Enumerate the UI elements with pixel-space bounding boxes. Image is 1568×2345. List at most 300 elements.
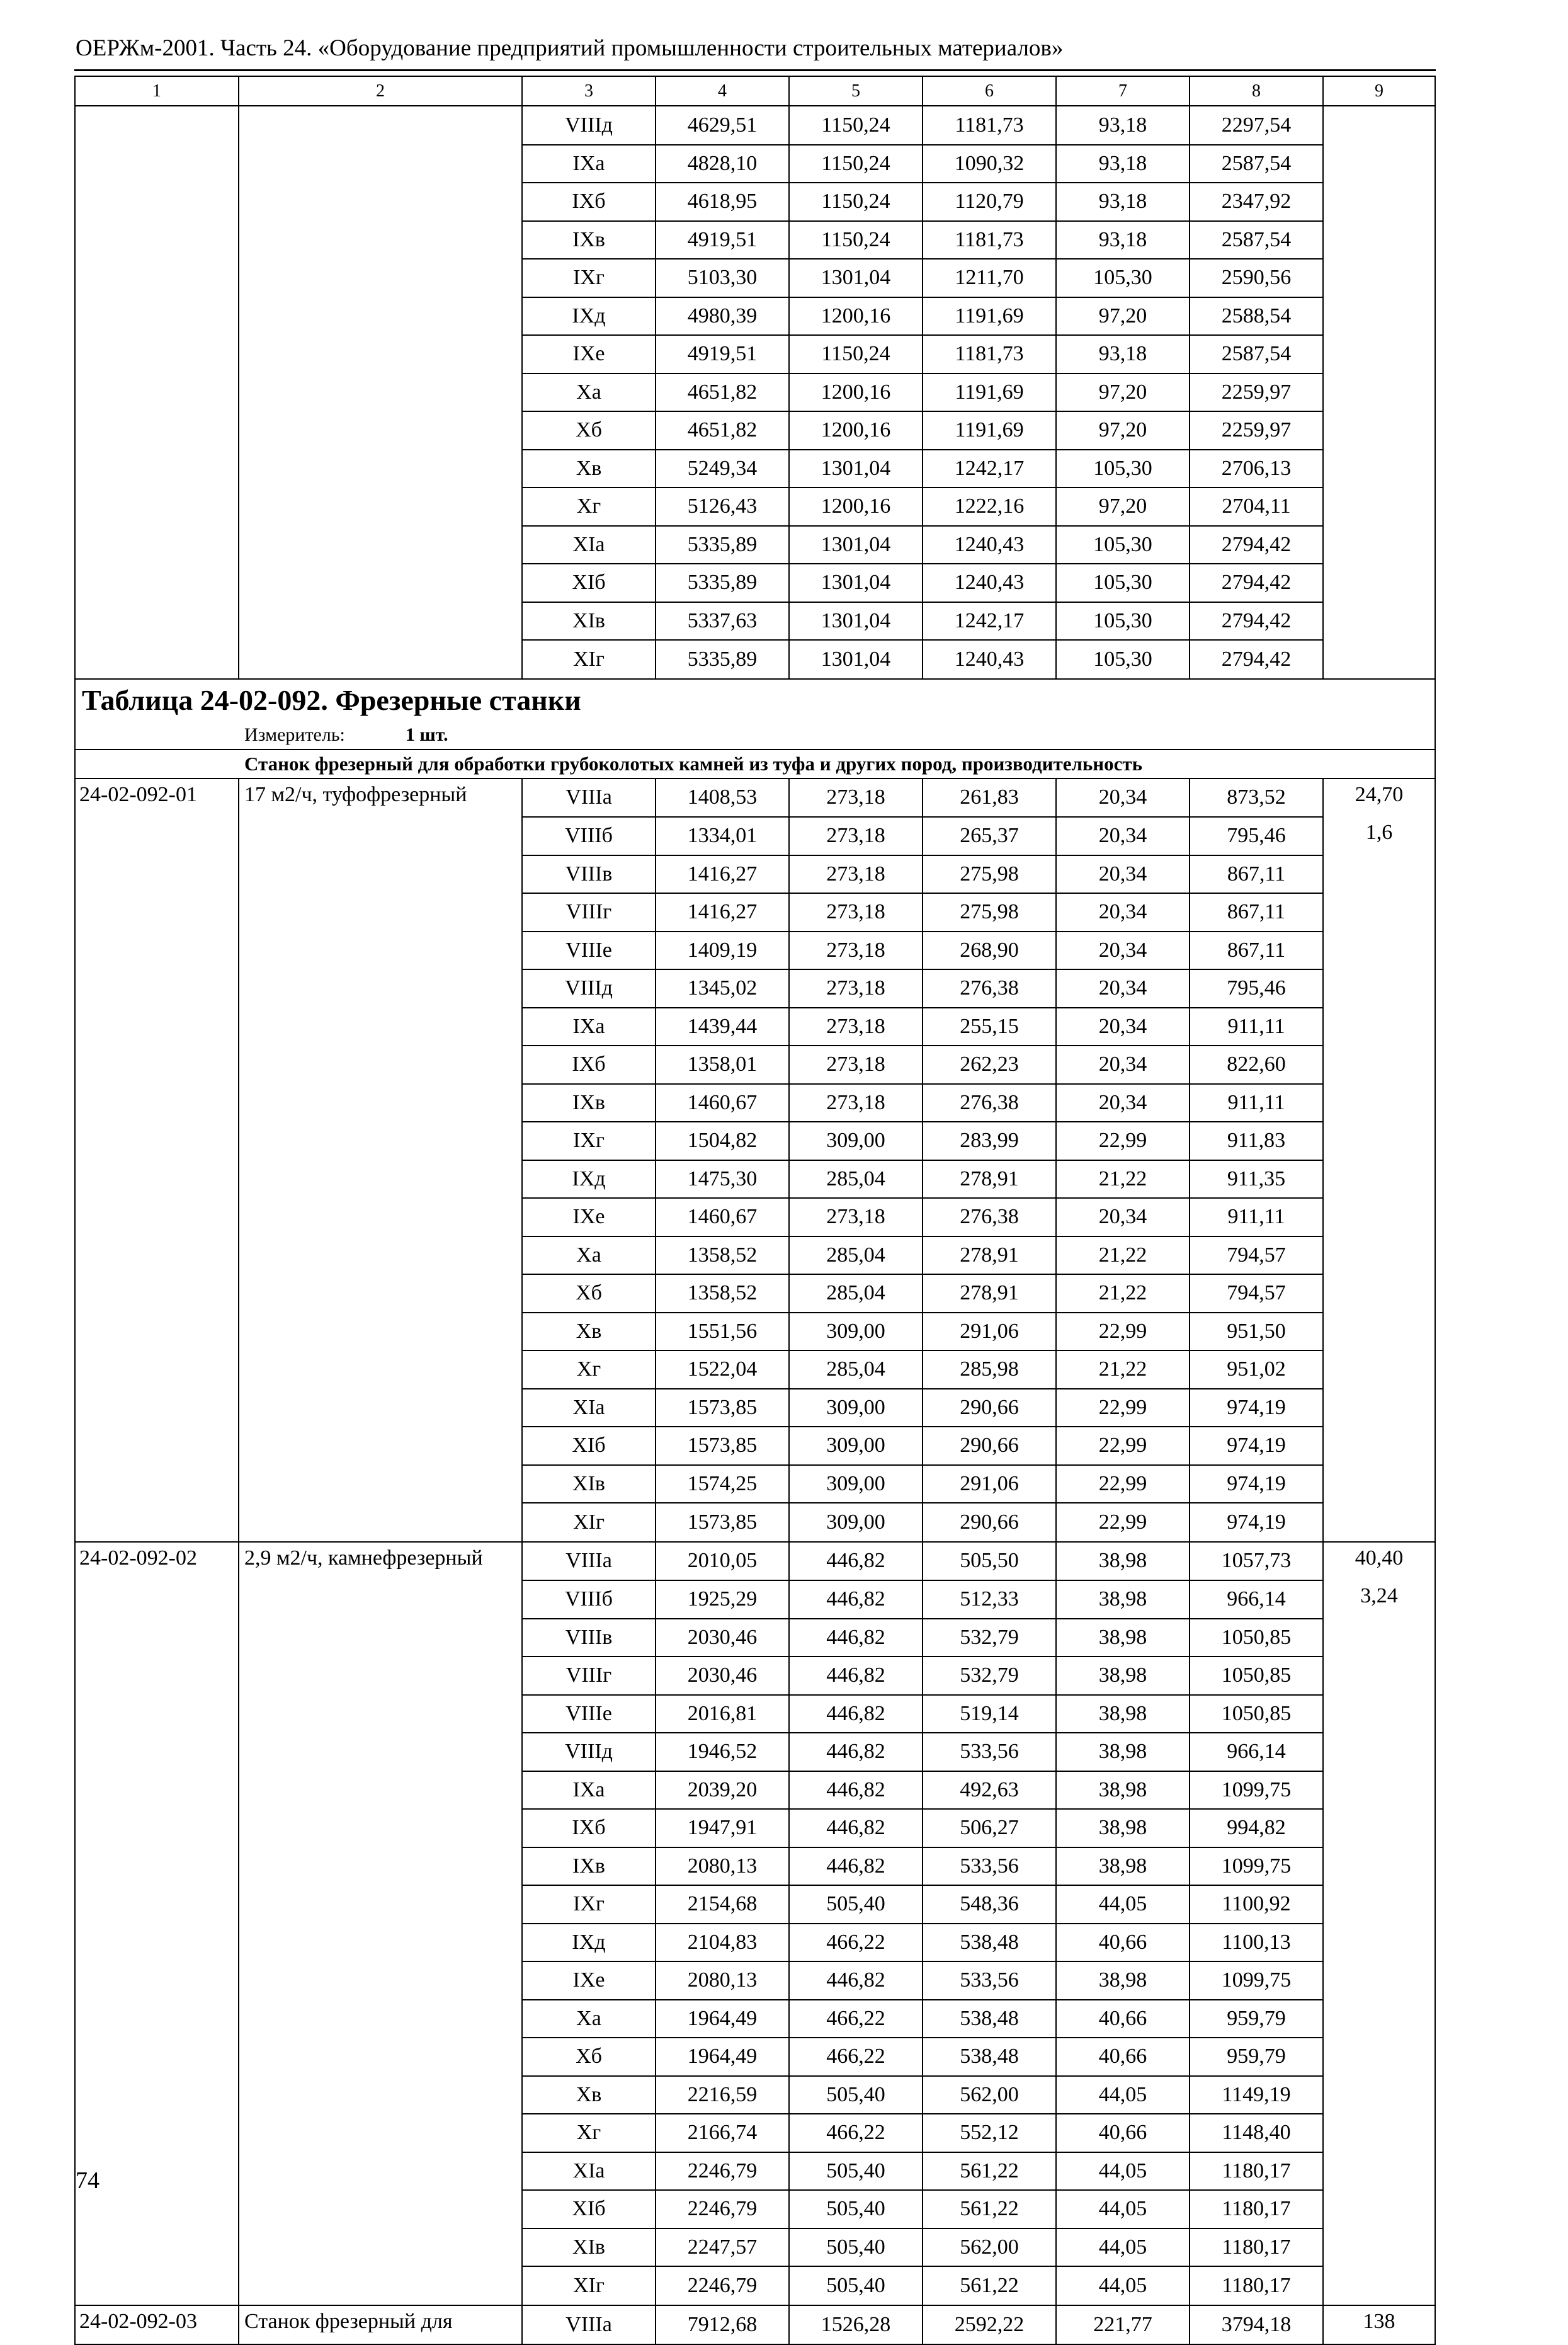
cell-value: 446,82 <box>789 1733 923 1771</box>
table-row <box>75 1619 1435 1657</box>
cell-value: 1200,16 <box>789 411 923 450</box>
column-number: 9 <box>1323 76 1435 106</box>
cell-col9 <box>1323 1657 1435 1695</box>
cell-value: 290,66 <box>923 1389 1056 1427</box>
cell-value: 2592,22 <box>923 2305 1056 2345</box>
table-row <box>75 1465 1435 1503</box>
cell-zone: IXб <box>522 183 656 221</box>
table-row <box>75 1160 1435 1199</box>
cell-value: 1191,69 <box>923 297 1056 336</box>
table-row <box>75 2305 1435 2345</box>
table-row <box>75 221 1435 260</box>
cell-zone: IXа <box>522 1008 656 1046</box>
cell-value: 2154,68 <box>656 1885 789 1924</box>
cell-zone: IXв <box>522 221 656 260</box>
cell-value: 2030,46 <box>656 1619 789 1657</box>
cell-value: 38,98 <box>1056 1619 1190 1657</box>
cell-value: 1345,02 <box>656 969 789 1008</box>
cell-col9 <box>1323 855 1435 894</box>
cell-zone: Xг <box>522 2114 656 2152</box>
cell-value: 1211,70 <box>923 259 1056 297</box>
table-row <box>75 640 1435 679</box>
table-row <box>75 1389 1435 1427</box>
cell-name <box>239 1733 522 1771</box>
cell-col9 <box>1323 297 1435 336</box>
cell-value: 561,22 <box>923 2190 1056 2228</box>
cell-name <box>239 411 522 450</box>
cell-name: 17 м2/ч, туфофрезерный <box>239 779 522 818</box>
table-row <box>75 1122 1435 1160</box>
cell-name <box>239 2266 522 2305</box>
table-row <box>75 1847 1435 1886</box>
cell-value: 273,18 <box>789 969 923 1008</box>
cell-value: 1181,73 <box>923 106 1056 145</box>
cell-name <box>239 1809 522 1847</box>
cell-value: 262,23 <box>923 1046 1056 1084</box>
cell-value: 2794,42 <box>1190 602 1323 641</box>
cell-value: 20,34 <box>1056 1198 1190 1236</box>
cell-value: 221,77 <box>1056 2305 1190 2345</box>
cell-value: 794,57 <box>1190 1236 1323 1275</box>
cell-zone: IXб <box>522 1046 656 1084</box>
cell-value: 466,22 <box>789 2114 923 2152</box>
cell-col9 <box>1323 1008 1435 1046</box>
cell-value: 1200,16 <box>789 374 923 412</box>
cell-col9 <box>1323 259 1435 297</box>
column-number: 7 <box>1056 76 1190 106</box>
cell-value: 20,34 <box>1056 893 1190 932</box>
cell-code <box>75 2114 239 2152</box>
cell-value: 276,38 <box>923 1084 1056 1122</box>
cell-value: 532,79 <box>923 1657 1056 1695</box>
cell-value: 44,05 <box>1056 2076 1190 2114</box>
cell-name <box>239 106 522 145</box>
cell-value: 1526,28 <box>789 2305 923 2345</box>
cell-code <box>75 450 239 488</box>
cell-value: 1475,30 <box>656 1160 789 1199</box>
cell-value: 20,34 <box>1056 969 1190 1008</box>
cell-name <box>239 1580 522 1619</box>
cell-value: 44,05 <box>1056 2266 1190 2305</box>
cell-value: 1460,67 <box>656 1198 789 1236</box>
cell-value: 951,50 <box>1190 1313 1323 1351</box>
table-row <box>75 817 1435 855</box>
cell-name <box>239 259 522 297</box>
cell-value: 40,66 <box>1056 2038 1190 2076</box>
cell-value: 285,04 <box>789 1274 923 1313</box>
cell-col9 <box>1323 2038 1435 2076</box>
cell-col9 <box>1323 1274 1435 1313</box>
cell-name <box>239 932 522 970</box>
cell-value: 1301,04 <box>789 450 923 488</box>
cell-zone: IXе <box>522 1198 656 1236</box>
cell-col9 <box>1323 1733 1435 1771</box>
cell-value: 261,83 <box>923 779 1056 818</box>
cell-zone: Xг <box>522 488 656 526</box>
cell-col9 <box>1323 2266 1435 2305</box>
cell-zone: IXд <box>522 297 656 336</box>
table-row <box>75 297 1435 336</box>
cell-value: 44,05 <box>1056 2190 1190 2228</box>
cell-value: 533,56 <box>923 1961 1056 2000</box>
cell-value: 105,30 <box>1056 259 1190 297</box>
cell-value: 97,20 <box>1056 374 1190 412</box>
cell-zone: XIв <box>522 602 656 641</box>
cell-name <box>239 1160 522 1199</box>
cell-value: 533,56 <box>923 1847 1056 1886</box>
cell-name <box>239 488 522 526</box>
cell-value: 1180,17 <box>1190 2152 1323 2191</box>
cell-code <box>75 932 239 970</box>
table-row <box>75 450 1435 488</box>
cell-value: 93,18 <box>1056 145 1190 183</box>
cell-col9 <box>1323 145 1435 183</box>
cell-value: 265,37 <box>923 817 1056 855</box>
cell-value: 1200,16 <box>789 488 923 526</box>
cell-value: 4919,51 <box>656 221 789 260</box>
cell-value: 1551,56 <box>656 1313 789 1351</box>
cell-value: 2104,83 <box>656 1924 789 1962</box>
cell-col9: 3,24 <box>1323 1580 1435 1619</box>
unit-value: 1 шт. <box>405 724 448 745</box>
cell-name <box>239 2228 522 2267</box>
cell-value: 22,99 <box>1056 1313 1190 1351</box>
cell-value: 532,79 <box>923 1619 1056 1657</box>
cell-name <box>239 2076 522 2114</box>
cell-value: 40,66 <box>1056 2114 1190 2152</box>
table-row <box>75 2114 1435 2152</box>
cell-value: 2010,05 <box>656 1542 789 1581</box>
cell-value: 911,83 <box>1190 1122 1323 1160</box>
cell-zone: VIIIа <box>522 779 656 818</box>
table-row <box>75 855 1435 894</box>
cell-value: 275,98 <box>923 893 1056 932</box>
table-row <box>75 969 1435 1008</box>
cell-col9 <box>1323 1847 1435 1886</box>
cell-value: 5103,30 <box>656 259 789 297</box>
cell-name <box>239 1313 522 1351</box>
cell-name <box>239 1924 522 1962</box>
cell-value: 2587,54 <box>1190 145 1323 183</box>
cell-col9 <box>1323 374 1435 412</box>
cell-value: 561,22 <box>923 2152 1056 2191</box>
cell-value: 290,66 <box>923 1427 1056 1465</box>
cell-code <box>75 297 239 336</box>
cell-value: 966,14 <box>1190 1733 1323 1771</box>
cell-value: 1150,24 <box>789 221 923 260</box>
cell-value: 505,40 <box>789 2228 923 2267</box>
cell-value: 446,82 <box>789 1619 923 1657</box>
cell-zone: VIIIг <box>522 893 656 932</box>
header-rule <box>74 69 1436 71</box>
cell-value: 22,99 <box>1056 1122 1190 1160</box>
cell-name <box>239 1657 522 1695</box>
cell-value: 3794,18 <box>1190 2305 1323 2345</box>
cell-value: 275,98 <box>923 855 1056 894</box>
cell-value: 273,18 <box>789 1046 923 1084</box>
cell-value: 1439,44 <box>656 1008 789 1046</box>
table-row <box>75 2152 1435 2191</box>
cell-value: 20,34 <box>1056 1008 1190 1046</box>
column-number: 2 <box>239 76 522 106</box>
cell-value: 1946,52 <box>656 1733 789 1771</box>
cell-value: 309,00 <box>789 1389 923 1427</box>
cell-value: 1149,19 <box>1190 2076 1323 2114</box>
cell-value: 512,33 <box>923 1580 1056 1619</box>
cell-value: 867,11 <box>1190 932 1323 970</box>
cell-value: 2259,97 <box>1190 411 1323 450</box>
cell-value: 5335,89 <box>656 526 789 564</box>
cell-value: 4828,10 <box>656 145 789 183</box>
table-row <box>75 1236 1435 1275</box>
cell-name <box>239 526 522 564</box>
cell-value: 38,98 <box>1056 1961 1190 2000</box>
table-row <box>75 1274 1435 1313</box>
cell-value: 867,11 <box>1190 855 1323 894</box>
table-row <box>75 2000 1435 2038</box>
table-row <box>75 1008 1435 1046</box>
cell-value: 974,19 <box>1190 1427 1323 1465</box>
cell-value: 959,79 <box>1190 2038 1323 2076</box>
cell-value: 2794,42 <box>1190 564 1323 602</box>
cell-code <box>75 1657 239 1695</box>
cell-value: 20,34 <box>1056 779 1190 818</box>
cell-code <box>75 1389 239 1427</box>
cell-col9 <box>1323 2152 1435 2191</box>
table-row <box>75 1503 1435 1542</box>
cell-value: 44,05 <box>1056 2152 1190 2191</box>
cell-code <box>75 1236 239 1275</box>
cell-name <box>239 1389 522 1427</box>
table-row <box>75 1657 1435 1695</box>
column-number: 5 <box>789 76 923 106</box>
cell-zone: XIб <box>522 2190 656 2228</box>
cell-value: 519,14 <box>923 1695 1056 1733</box>
cell-value: 1099,75 <box>1190 1771 1323 1810</box>
cell-value: 994,82 <box>1190 1809 1323 1847</box>
cell-code <box>75 1809 239 1847</box>
cell-value: 4629,51 <box>656 106 789 145</box>
cell-name <box>239 1046 522 1084</box>
cell-value: 1358,01 <box>656 1046 789 1084</box>
cell-name <box>239 1885 522 1924</box>
cell-name <box>239 1084 522 1122</box>
cell-name <box>239 374 522 412</box>
cell-code <box>75 2266 239 2305</box>
table-title-row <box>75 679 1435 721</box>
cell-value: 2016,81 <box>656 1695 789 1733</box>
cell-value: 2080,13 <box>656 1961 789 2000</box>
table-row <box>75 374 1435 412</box>
cell-value: 38,98 <box>1056 1695 1190 1733</box>
cell-code <box>75 1771 239 1810</box>
cell-value: 1522,04 <box>656 1350 789 1389</box>
cell-value: 1191,69 <box>923 411 1056 450</box>
cell-value: 505,50 <box>923 1542 1056 1581</box>
cell-code <box>75 183 239 221</box>
cell-value: 5126,43 <box>656 488 789 526</box>
cell-name <box>239 1695 522 1733</box>
table-row <box>75 2228 1435 2267</box>
cell-name <box>239 817 522 855</box>
cell-value: 548,36 <box>923 1885 1056 1924</box>
table-row <box>75 335 1435 374</box>
cell-name <box>239 1961 522 2000</box>
cell-value: 1100,92 <box>1190 1885 1323 1924</box>
cell-name <box>239 2114 522 2152</box>
cell-value: 309,00 <box>789 1465 923 1503</box>
cell-value: 1416,27 <box>656 893 789 932</box>
cell-code <box>75 374 239 412</box>
table-title: Таблица 24-02-092. Фрезерные станки <box>75 679 1435 721</box>
cell-value: 505,40 <box>789 2190 923 2228</box>
cell-value: 2588,54 <box>1190 297 1323 336</box>
cell-value: 20,34 <box>1056 855 1190 894</box>
cell-name <box>239 855 522 894</box>
cell-name <box>239 1465 522 1503</box>
cell-zone: VIIIв <box>522 1619 656 1657</box>
cell-value: 959,79 <box>1190 2000 1323 2038</box>
cell-value: 93,18 <box>1056 183 1190 221</box>
cell-col9 <box>1323 1427 1435 1465</box>
cell-value: 273,18 <box>789 1084 923 1122</box>
cell-value: 273,18 <box>789 893 923 932</box>
cell-value: 505,40 <box>789 2076 923 2114</box>
cell-value: 2247,57 <box>656 2228 789 2267</box>
cell-code <box>75 1427 239 1465</box>
cell-col9 <box>1323 106 1435 145</box>
cell-col9 <box>1323 2228 1435 2267</box>
cell-value: 2587,54 <box>1190 335 1323 374</box>
cell-value: 1240,43 <box>923 564 1056 602</box>
cell-value: 40,66 <box>1056 1924 1190 1962</box>
table-row <box>75 1809 1435 1847</box>
cell-zone: Xб <box>522 411 656 450</box>
cell-value: 22,99 <box>1056 1503 1190 1542</box>
document-header: ОЕРЖм-2001. Часть 24. «Оборудование предприятий промышленности строительных материалов» <box>76 35 1064 61</box>
cell-value: 93,18 <box>1056 106 1190 145</box>
cell-value: 1180,17 <box>1190 2266 1323 2305</box>
cell-value: 1191,69 <box>923 374 1056 412</box>
cell-col9 <box>1323 221 1435 260</box>
cell-code <box>75 1733 239 1771</box>
cell-name <box>239 2190 522 2228</box>
column-number: 1 <box>75 76 239 106</box>
cell-value: 38,98 <box>1056 1771 1190 1810</box>
cell-value: 21,22 <box>1056 1160 1190 1199</box>
cell-value: 2347,92 <box>1190 183 1323 221</box>
cell-col9 <box>1323 1961 1435 2000</box>
cell-col9 <box>1323 1695 1435 1733</box>
cell-zone: VIIIа <box>522 1542 656 1581</box>
cell-name <box>239 297 522 336</box>
cell-name <box>239 1122 522 1160</box>
cell-col9 <box>1323 640 1435 679</box>
cell-code <box>75 2152 239 2191</box>
cell-value: 561,22 <box>923 2266 1056 2305</box>
cell-value: 22,99 <box>1056 1465 1190 1503</box>
cell-value: 285,04 <box>789 1160 923 1199</box>
cell-code <box>75 1619 239 1657</box>
cell-col9 <box>1323 564 1435 602</box>
cell-value: 1090,32 <box>923 145 1056 183</box>
cell-zone: Xа <box>522 374 656 412</box>
cell-value: 1573,85 <box>656 1503 789 1542</box>
cell-value: 38,98 <box>1056 1733 1190 1771</box>
cell-value: 278,91 <box>923 1274 1056 1313</box>
cell-value: 2794,42 <box>1190 640 1323 679</box>
cell-zone: VIIIе <box>522 1695 656 1733</box>
cell-value: 446,82 <box>789 1695 923 1733</box>
column-number: 8 <box>1190 76 1323 106</box>
cell-value: 38,98 <box>1056 1809 1190 1847</box>
cell-value: 309,00 <box>789 1122 923 1160</box>
cell-value: 1358,52 <box>656 1236 789 1275</box>
cell-code: 24-02-092-02 <box>75 1542 239 1581</box>
cell-value: 5335,89 <box>656 564 789 602</box>
cell-zone: XIб <box>522 564 656 602</box>
table-row <box>75 488 1435 526</box>
cell-value: 273,18 <box>789 932 923 970</box>
cell-value: 2246,79 <box>656 2266 789 2305</box>
table-row <box>75 1924 1435 1962</box>
cell-value: 22,99 <box>1056 1389 1190 1427</box>
cell-name <box>239 1198 522 1236</box>
cell-value: 446,82 <box>789 1657 923 1695</box>
cell-value: 268,90 <box>923 932 1056 970</box>
table-row <box>75 1198 1435 1236</box>
cell-value: 273,18 <box>789 855 923 894</box>
cell-code <box>75 335 239 374</box>
cell-col9: 40,40 <box>1323 1542 1435 1581</box>
cell-col9 <box>1323 1619 1435 1657</box>
cell-value: 291,06 <box>923 1313 1056 1351</box>
cell-value: 38,98 <box>1056 1847 1190 1886</box>
cell-code <box>75 602 239 641</box>
cell-code <box>75 1465 239 1503</box>
cell-value: 1301,04 <box>789 640 923 679</box>
cell-value: 273,18 <box>789 1198 923 1236</box>
cell-zone: Xв <box>522 1313 656 1351</box>
cell-col9 <box>1323 2076 1435 2114</box>
cell-value: 1925,29 <box>656 1580 789 1619</box>
cell-name <box>239 2152 522 2191</box>
cell-value: 1150,24 <box>789 145 923 183</box>
cell-code <box>75 1503 239 1542</box>
cell-value: 309,00 <box>789 1313 923 1351</box>
cell-zone: Xб <box>522 1274 656 1313</box>
cell-value: 4618,95 <box>656 183 789 221</box>
cell-value: 446,82 <box>789 1580 923 1619</box>
cell-value: 1240,43 <box>923 526 1056 564</box>
cell-code <box>75 1198 239 1236</box>
cell-zone: IXв <box>522 1847 656 1886</box>
cell-value: 291,06 <box>923 1465 1056 1503</box>
cell-zone: IXв <box>522 1084 656 1122</box>
cell-value: 309,00 <box>789 1503 923 1542</box>
cell-code <box>75 2000 239 2038</box>
cell-value: 285,04 <box>789 1350 923 1389</box>
rates-table <box>74 76 1436 2345</box>
cell-value: 795,46 <box>1190 969 1323 1008</box>
cell-name <box>239 1008 522 1046</box>
cell-value: 562,00 <box>923 2076 1056 2114</box>
cell-zone: XIа <box>522 526 656 564</box>
cell-value: 1409,19 <box>656 932 789 970</box>
cell-code <box>75 1695 239 1733</box>
cell-value: 278,91 <box>923 1160 1056 1199</box>
cell-col9 <box>1323 183 1435 221</box>
